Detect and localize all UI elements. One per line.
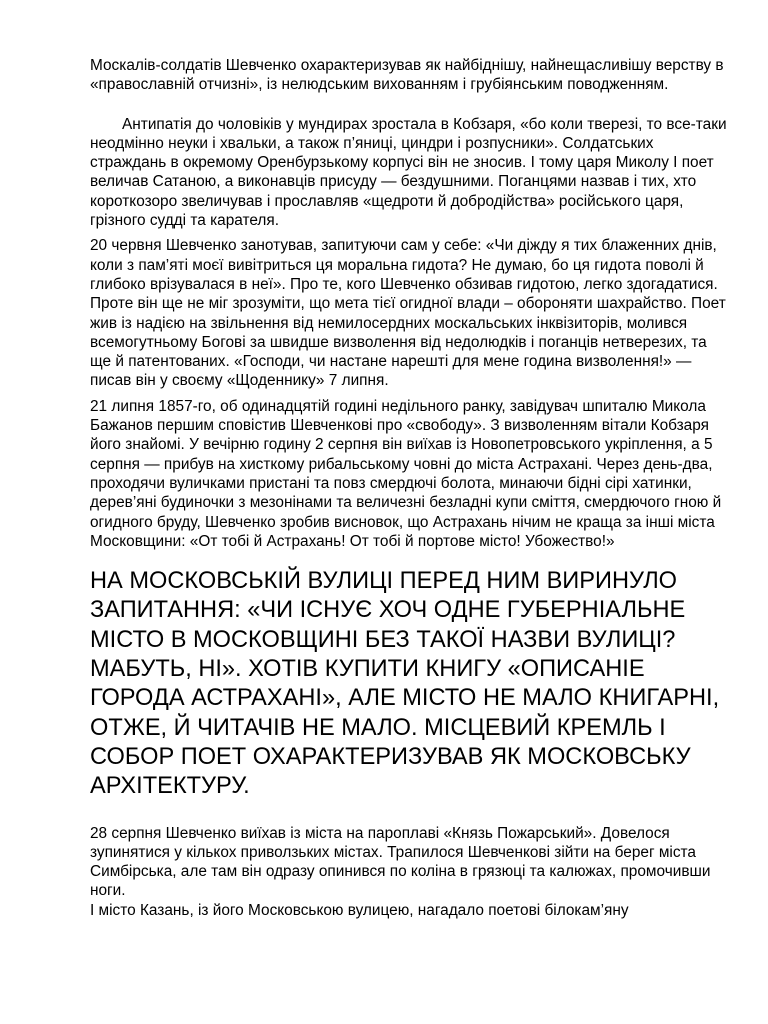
paragraph-soldiers: Москалів-солдатів Шевченко охарактеризував як найбіднішу, найнещасливішу верству в «православній отчизні», із нелюдським вихованням і грубіянським поводженням. bbox=[90, 57, 724, 94]
paragraph-antipathy: Антипатія до чоловіків у мундирах зростала в Кобзаря, «бо коли тверезі, то все-таки неодмінно неуки і хвальки, а також п’яниці, циндри і розпусники». Солдатських страждань в окремому Оренбурзькому корпусі він не зносив. І тому царя Миколу І поет величав Сатаною, а виконавців присуду — бездушними. Поганцями назвав і тих, хто короткозоро звеличував і прославляв «щедроти й добродійства» російського царя, грізного судді та карателя. bbox=[90, 115, 727, 230]
paragraph-kazan: І місто Казань, із його Московською вулицею, нагадало поетові білокам’яну bbox=[90, 901, 629, 919]
section-heading: НА МОСКОВСЬКІЙ ВУЛИЦІ ПЕРЕД НИМ ВИРИНУЛО ЗАПИТАННЯ: «ЧИ ІСНУЄ ХОЧ ОДНЕ ГУБЕРНІАЛЬНЕ МІСТО В МОСКОВЩИНІ БЕЗ ТАКОЇ НАЗВИ ВУЛИЦІ? МАБУТЬ, НІ». ХОТІВ КУПИТИ КНИГУ «ОПИСАНІЕ ГОРОДА АСТРАХАНІ», АЛЕ МІСТО НЕ МАЛО КНИГАРНІ, ОТЖЕ, Й ЧИТАЧІВ НЕ МАЛО. МІСЦЕВИЙ КРЕМЛЬ І СОБОР ПОЕТ ОХАРАКТЕРИЗУВАВ ЯК МОСКОВСЬКУ АРХІТЕКТУРУ. bbox=[90, 568, 720, 800]
paragraph-august-28: 28 серпня Шевченко виїхав із міста на пароплаві «Князь Пожарський». Довелося зупинятися у кількох приволзьких містах. Трапилося Шевченкові зійти на берег міста Симбірська, але там він одразу опинився по коліна в грязюці та калюжах, промочивши ноги. bbox=[90, 824, 711, 900]
document-page bbox=[90, 56, 730, 920]
paragraph-july-21: 21 липня 1857-го, об одинадцятій годині недільного ранку, завідувач шпиталю Микола Бажанов першим сповістив Шевченкові про «свободу». З визволенням вітали Кобзаря його знайомі. У вечірню годину 2 серпня він виїхав із Новопетровського укріплення, а 5 серпня — прибув на хисткому рибальському човні до міста Астрахані. Через день-два, проходячи вуличками пристані та повз смердючі болота, минаючи бідні сірі хатинки, дерев’яні будиночки з мезонінами та величезні безладні купи сміття, смердючого гною й огидного бруду, Шевченко зробив висновок, що Астрахань нічим не краща за інші міста Московщини: «От тобі й Астрахань! От тобі й портове місто! Убожество!» bbox=[90, 397, 722, 550]
paragraph-june-20: 20 червня Шевченко занотував, запитуючи сам у себе: «Чи дiжду я тих блаженних днiв, коли з пам’ятi моєї вивітриться ця моральна гидота? Не думаю, бо ця гидота поволі й глибоко врізувалася в неї». Про те, кого Шевченко обзивав гидотою, легко здогадатися. Проте він ще не міг зрозуміти, що мета тієї огидної влади – обороняти шахрайство. Поет жив із надією на звільнення від немилосердних москальських інквізиторів, молився всемогутньому Богові за швидше визволення від недолюдків і поганців нетверезих, та ще й патентованих. «Господи, чи настане нарешті для мене година визволення!» — писав він у своєму «Щоденнику» 7 липня. bbox=[90, 237, 726, 390]
